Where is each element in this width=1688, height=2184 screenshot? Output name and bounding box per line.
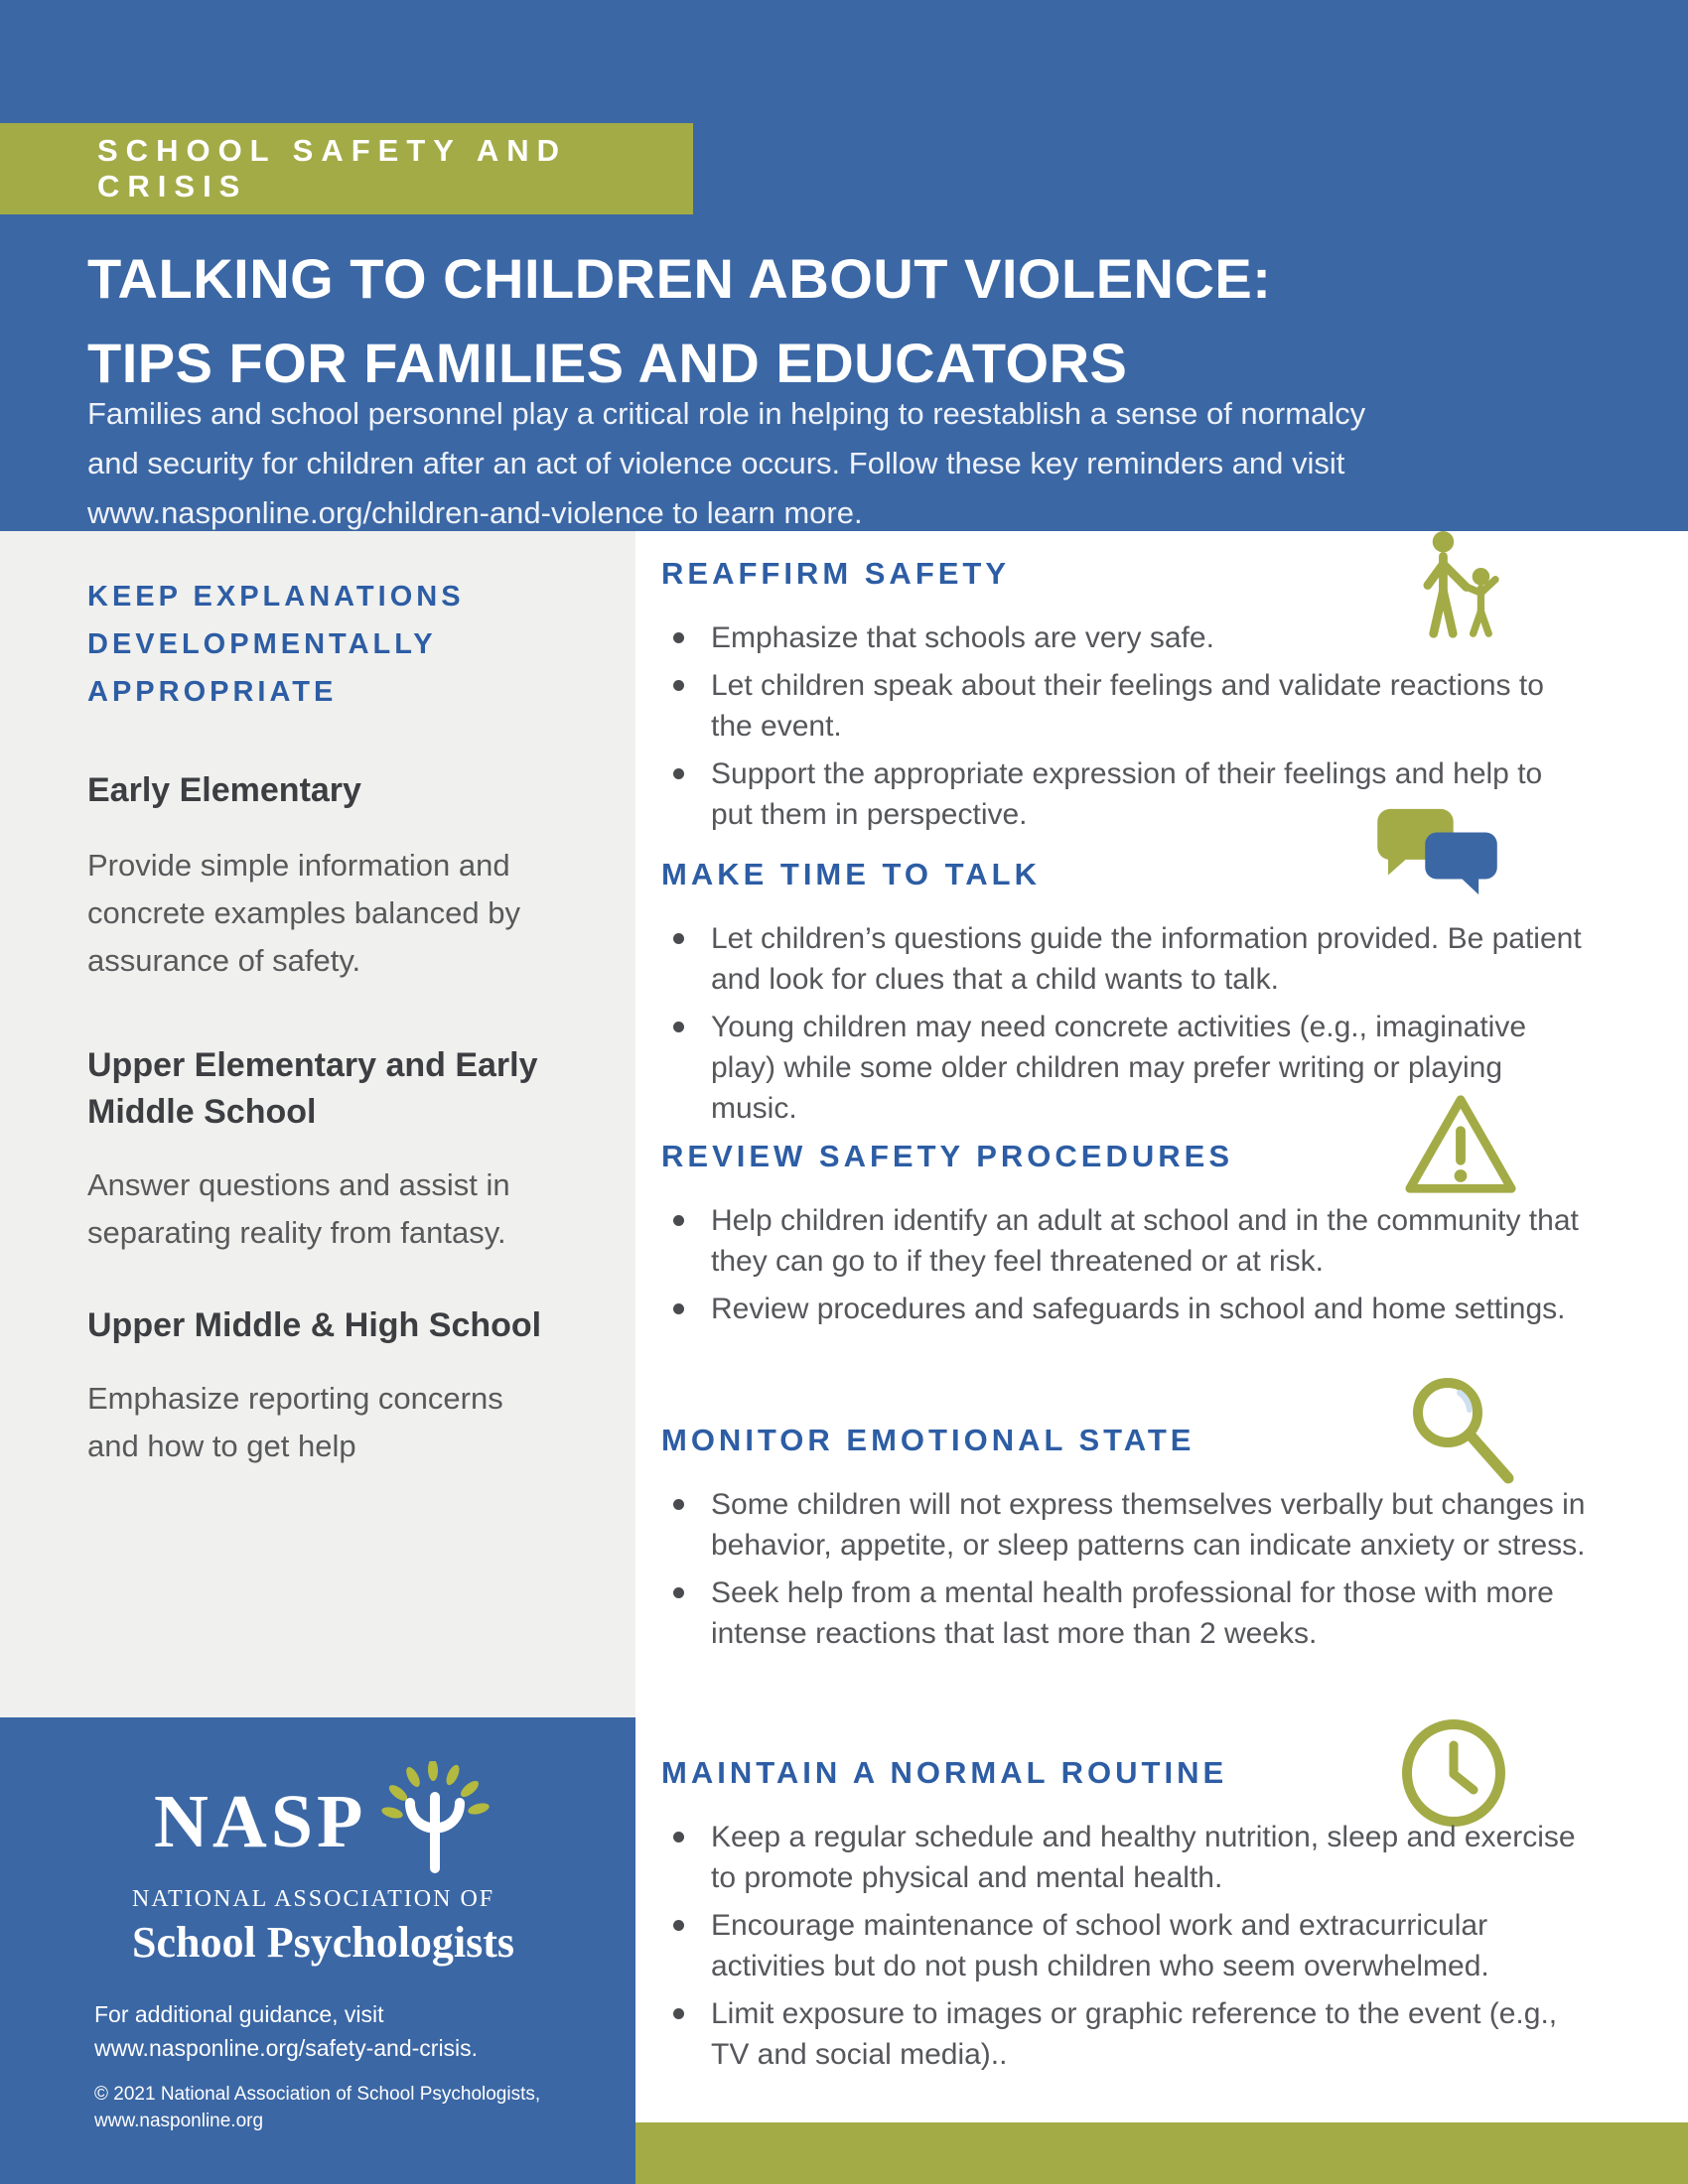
bullet-item: Young children may need concrete activities (e.g., imaginative play) while some older children may prefer writing or playing music. xyxy=(661,1007,1590,1129)
footer-guidance-text: For additional guidance, visit www.nasponline.org/safety-and-crisis. xyxy=(94,2001,479,2061)
nasp-org-line-1: NATIONAL ASSOCIATION OF xyxy=(132,1886,495,1912)
section-heading: MONITOR EMOTIONAL STATE xyxy=(661,1423,1196,1457)
main-content xyxy=(635,531,1688,2184)
bullet-list xyxy=(661,617,1590,835)
bullet-item: Let children’s questions guide the information provided. Be patient and look for clues that a child wants to talk. xyxy=(661,918,1590,1000)
bullet-item: Limit exposure to images or graphic reference to the event (e.g., TV and social media).. xyxy=(661,1993,1590,2075)
page-title-line-1: TALKING TO CHILDREN ABOUT VIOLENCE: xyxy=(87,247,1272,310)
bullet-item: Help children identify an adult at school and in the community that they can go to if they feel threatened or at risk. xyxy=(661,1200,1590,1282)
section-monitor-emotional-state xyxy=(661,1423,1664,1661)
bullet-list xyxy=(661,918,1590,1129)
sidebar-heading: KEEP EXPLANATIONS DEVELOPMENTALLY APPROPRIATE xyxy=(87,581,465,708)
bullet-item: Encourage maintenance of school work and extracurricular activities but do not push children who seem overwhelmed. xyxy=(661,1905,1590,1986)
category-banner xyxy=(0,123,693,214)
section-make-time-to-talk xyxy=(661,857,1664,1136)
intro-paragraph: Families and school personnel play a critical role in helping to reestablish a sense of normalcy and security for children after an act of violence occurs. Follow these key reminders and visit www.nasponline.org/children-and-violence to learn more. xyxy=(87,396,1366,530)
section-heading: MAINTAIN A NORMAL ROUTINE xyxy=(661,1755,1228,1790)
bullet-item: Emphasize that schools are very safe. xyxy=(661,617,1590,658)
footer-copyright-text: © 2021 National Association of School Psychologists, www.nasponline.org xyxy=(94,2084,541,2131)
bullet-item: Seek help from a mental health professional for those with more intense reactions that last more than 2 weeks. xyxy=(661,1572,1590,1654)
organization-footer-panel xyxy=(0,1717,635,2184)
group-body-upper-middle-high: Emphasize reporting concerns and how to get help xyxy=(87,1381,503,1463)
section-maintain-normal-routine xyxy=(661,1755,1664,2082)
section-heading: MAKE TIME TO TALK xyxy=(661,857,1041,891)
group-title-early-elementary: Early Elementary xyxy=(87,771,361,809)
nasp-org-line-2: School Psychologists xyxy=(132,1918,515,1967)
bottom-accent-bar xyxy=(635,2122,1688,2184)
group-title-upper-middle-high: Upper Middle & High School xyxy=(87,1306,542,1344)
nasp-logo-acronym: NASP xyxy=(154,1780,367,1863)
bullet-item: Keep a regular schedule and healthy nutrition, sleep and exercise to promote physical and mental health. xyxy=(661,1817,1590,1898)
group-title-upper-elementary: Upper Elementary and Early Middle School xyxy=(87,1046,538,1131)
bullet-list xyxy=(661,1200,1590,1329)
sidebar-developmental-guidance xyxy=(0,531,635,1717)
bullet-list xyxy=(661,1484,1590,1654)
nasp-logo xyxy=(154,1767,596,1878)
nasp-psi-leaves-icon xyxy=(380,1761,490,1878)
bullet-item: Let children speak about their feelings and validate reactions to the event. xyxy=(661,665,1590,747)
section-heading: REVIEW SAFETY PROCEDURES xyxy=(661,1139,1234,1173)
category-banner-label: SCHOOL SAFETY AND CRISIS xyxy=(97,133,568,204)
header-banner-area xyxy=(0,0,1688,531)
bullet-item: Support the appropriate expression of their feelings and help to put them in perspective. xyxy=(661,753,1590,835)
group-body-early-elementary: Provide simple information and concrete examples balanced by assurance of safety. xyxy=(87,848,520,978)
page-title xyxy=(87,236,1271,405)
section-review-safety-procedures xyxy=(661,1139,1664,1336)
bullet-list xyxy=(661,1817,1590,2075)
page-title-line-2: TIPS FOR FAMILIES AND EDUCATORS xyxy=(87,332,1128,394)
section-heading: REAFFIRM SAFETY xyxy=(661,556,1011,591)
bullet-item: Some children will not express themselves verbally but changes in behavior, appetite, or sleep patterns can indicate anxiety or stress. xyxy=(661,1484,1590,1566)
group-body-upper-elementary: Answer questions and assist in separating reality from fantasy. xyxy=(87,1167,510,1250)
bullet-item: Review procedures and safeguards in school and home settings. xyxy=(661,1289,1590,1329)
section-reaffirm-safety xyxy=(661,556,1664,842)
